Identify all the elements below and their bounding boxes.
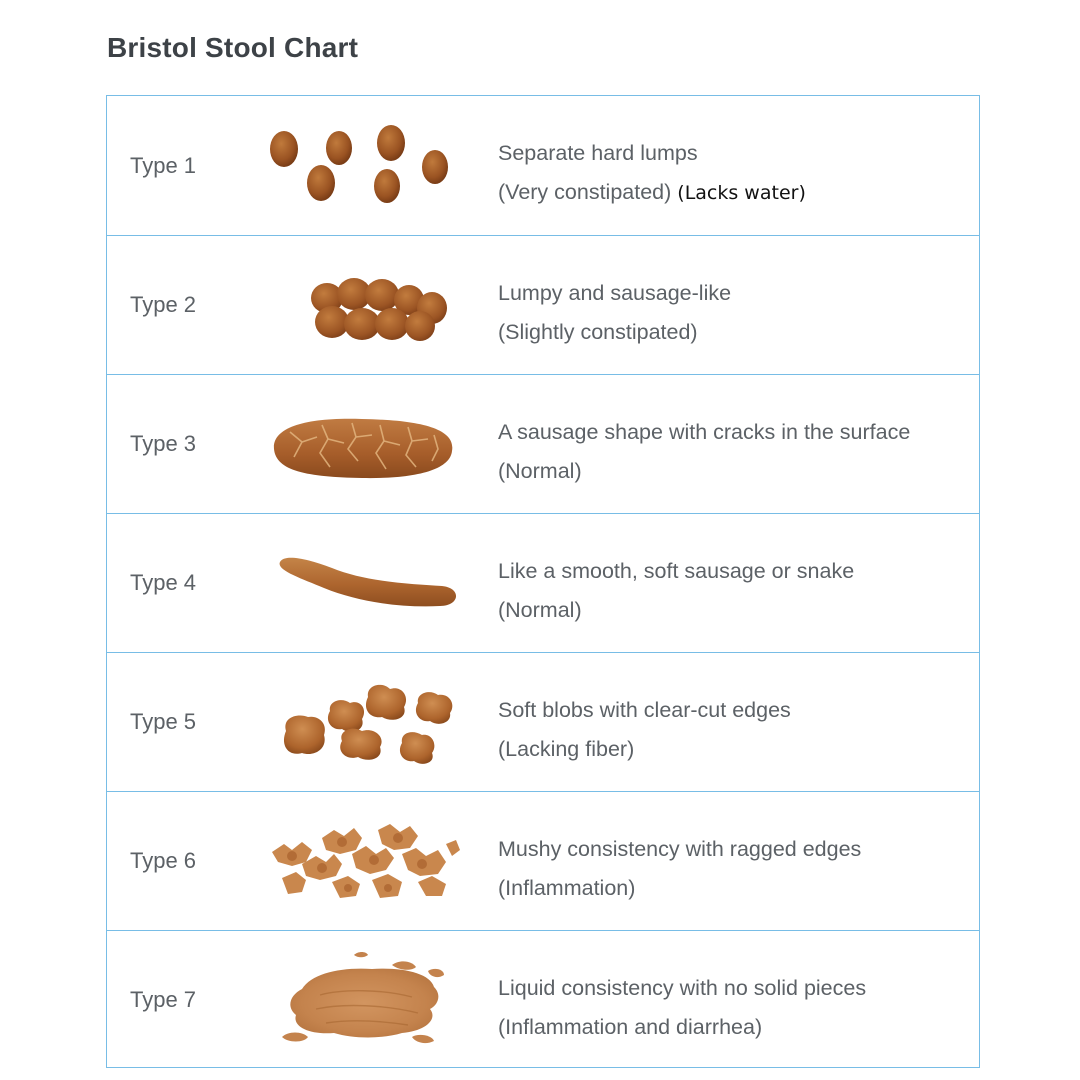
soft-blobs-icon bbox=[262, 665, 462, 780]
description bbox=[498, 413, 910, 491]
description-text: Liquid consistency with no solid pieces bbox=[498, 976, 867, 1000]
meaning-text: (Slightly constipated) bbox=[498, 320, 698, 344]
bristol-chart-table bbox=[106, 95, 980, 1068]
description-text: Like a smooth, soft sausage or snake bbox=[498, 559, 855, 583]
description bbox=[498, 134, 806, 213]
description bbox=[498, 969, 866, 1047]
description-text: Lumpy and sausage-like bbox=[498, 281, 732, 305]
chart-row-type-3 bbox=[107, 374, 979, 513]
chart-row-type-5 bbox=[107, 652, 979, 791]
type-label: Type 6 bbox=[130, 848, 197, 873]
separate-hard-lumps-icon bbox=[262, 108, 462, 223]
annotation-note: (Lacks water) bbox=[677, 182, 806, 204]
liquid-puddle-icon bbox=[262, 943, 462, 1058]
type-label: Type 3 bbox=[130, 431, 197, 456]
mushy-ragged-icon bbox=[262, 804, 462, 919]
cracked-sausage-icon bbox=[262, 387, 462, 502]
chart-row-type-6 bbox=[107, 791, 979, 930]
description bbox=[498, 830, 861, 908]
description bbox=[498, 274, 731, 352]
type-label: Type 1 bbox=[130, 152, 197, 178]
meaning-text: (Normal) bbox=[498, 598, 582, 622]
type-label: Type 7 bbox=[130, 987, 197, 1012]
chart-row-type-4 bbox=[107, 513, 979, 652]
chart-row-type-7 bbox=[107, 930, 979, 1069]
description-text: Mushy consistency with ragged edges bbox=[498, 837, 862, 861]
description-text: Separate hard lumps bbox=[498, 141, 698, 165]
description bbox=[498, 691, 791, 769]
chart-title: Bristol Stool Chart bbox=[107, 32, 359, 63]
lumpy-sausage-icon bbox=[262, 248, 462, 363]
description bbox=[498, 552, 854, 630]
description-text: Soft blobs with clear-cut edges bbox=[498, 698, 791, 722]
type-label: Type 2 bbox=[130, 292, 197, 317]
description-text: A sausage shape with cracks in the surface bbox=[498, 420, 911, 444]
chart-row-type-1 bbox=[107, 96, 979, 235]
meaning-text: (Normal) bbox=[498, 459, 582, 483]
meaning-text: (Inflammation) bbox=[498, 876, 636, 900]
chart-row-type-2 bbox=[107, 235, 979, 374]
meaning-text: (Lacking fiber) bbox=[498, 737, 635, 761]
meaning-text: (Very constipated) bbox=[498, 180, 672, 204]
type-label: Type 4 bbox=[130, 570, 197, 595]
type-label: Type 5 bbox=[130, 709, 197, 734]
smooth-sausage-icon bbox=[262, 526, 462, 641]
meaning-text: (Inflammation and diarrhea) bbox=[498, 1015, 763, 1039]
